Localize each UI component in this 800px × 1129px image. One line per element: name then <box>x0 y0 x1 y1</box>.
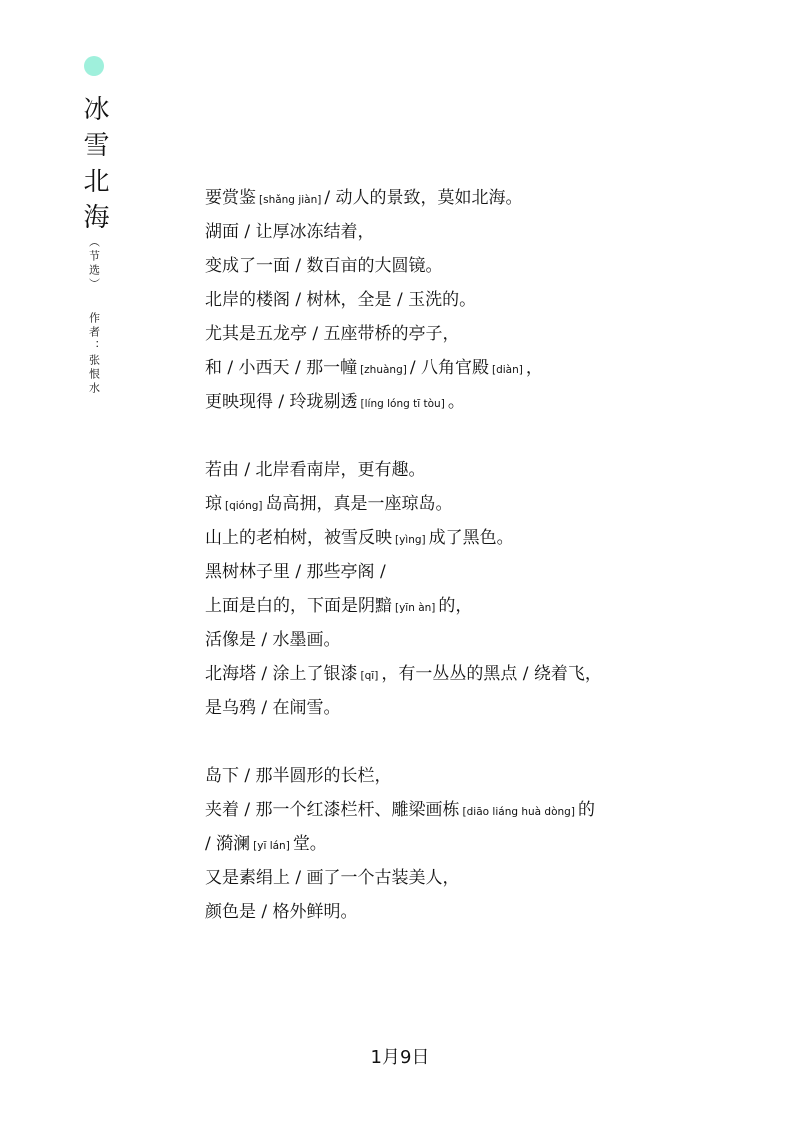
line-text: 的 <box>577 800 595 820</box>
pinyin-annotation: [diāo liáng huà dòng] <box>462 806 575 818</box>
poem-line <box>205 895 765 929</box>
pinyin-annotation: [zhuàng] <box>360 364 407 376</box>
line-text: 若由 / 北岸看南岸，更有趣。 <box>205 460 426 480</box>
accent-dot <box>84 56 104 76</box>
line-text: / 八角官殿 <box>409 358 489 378</box>
line-text: 更映现得 / 玲珑剔透 <box>205 392 358 412</box>
line-text: 尤其是五龙亭 / 五座带桥的亭子， <box>205 324 460 344</box>
poem-line <box>205 521 765 555</box>
poem-line <box>205 317 765 351</box>
pinyin-annotation: [qī] <box>360 670 379 682</box>
poem-title: 冰雪北海 <box>79 95 109 239</box>
line-text: 又是素绢上 / 画了一个古装美人， <box>205 868 460 888</box>
poem-line <box>205 827 765 861</box>
line-text: / 漪澜 <box>205 834 251 854</box>
pinyin-annotation: [shǎng jiàn] <box>259 194 322 206</box>
line-text: 岛下 / 那半圆形的长栏， <box>205 766 392 786</box>
line-text: 黑树林子里 / 那些亭阁 / <box>205 562 386 582</box>
pinyin-annotation: [yīn àn] <box>395 602 436 614</box>
line-text: 岛高拥，真是一座琼岛。 <box>265 494 453 514</box>
line-text: 和 / 小西天 / 那一幢 <box>205 358 358 378</box>
line-text: / 动人的景致，莫如北海。 <box>324 188 523 208</box>
stanza-gap <box>205 725 765 759</box>
line-text: 堂。 <box>292 834 327 854</box>
line-text: 变成了一面 / 数百亩的大圆镜。 <box>205 256 443 276</box>
poem-line <box>205 657 765 691</box>
poem-line <box>205 759 765 793</box>
poem-line <box>205 589 765 623</box>
line-text: 夹着 / 那一个红漆栏杆、雕梁画栋 <box>205 800 460 820</box>
line-text: 上面是白的，下面是阴黯 <box>205 596 392 616</box>
pinyin-annotation: [yī lán] <box>253 840 290 852</box>
poem-line <box>205 283 765 317</box>
poem-line <box>205 793 765 827</box>
line-text: 成了黑色。 <box>428 528 514 548</box>
line-text: 北岸的楼阁 / 树林，全是 / 玉洗的。 <box>205 290 477 310</box>
date-label: 1月9日 <box>370 1047 430 1068</box>
poem-line <box>205 385 765 419</box>
line-text: 山上的老柏树，被雪反映 <box>205 528 392 548</box>
poem-line <box>205 555 765 589</box>
line-text: 湖面 / 让厚冰冻结着， <box>205 222 375 242</box>
stanza-gap <box>205 419 765 453</box>
poem-line <box>205 691 765 725</box>
poem-body <box>205 181 765 929</box>
line-text: 是乌鸦 / 在闹雪。 <box>205 698 341 718</box>
poem-line <box>205 351 765 385</box>
poem-line <box>205 249 765 283</box>
line-text: 的， <box>438 596 473 616</box>
poem-line <box>205 623 765 657</box>
poem-line <box>205 181 765 215</box>
pinyin-annotation: [yìng] <box>395 534 426 546</box>
line-text: 琼 <box>205 494 222 514</box>
poem-subtitle: （节选） <box>87 236 101 292</box>
poem-author: 作者：张恨水 <box>87 312 101 396</box>
poem-line <box>205 215 765 249</box>
pinyin-annotation: [qióng] <box>225 500 263 512</box>
poem-line <box>205 453 765 487</box>
line-text: 。 <box>447 392 465 412</box>
line-text: ，有一丛丛的黑点 / 绕着飞， <box>381 664 602 684</box>
line-text: 活像是 / 水墨画。 <box>205 630 341 650</box>
pinyin-annotation: [diàn] <box>492 364 523 376</box>
line-text: 要赏鉴 <box>205 188 256 208</box>
line-text: 颜色是 / 格外鲜明。 <box>205 902 358 922</box>
line-text: 北海塔 / 涂上了银漆 <box>205 664 358 684</box>
line-text: ， <box>525 358 543 378</box>
poem-line <box>205 861 765 895</box>
pinyin-annotation: [líng lóng tī tòu] <box>360 398 445 410</box>
poem-line <box>205 487 765 521</box>
